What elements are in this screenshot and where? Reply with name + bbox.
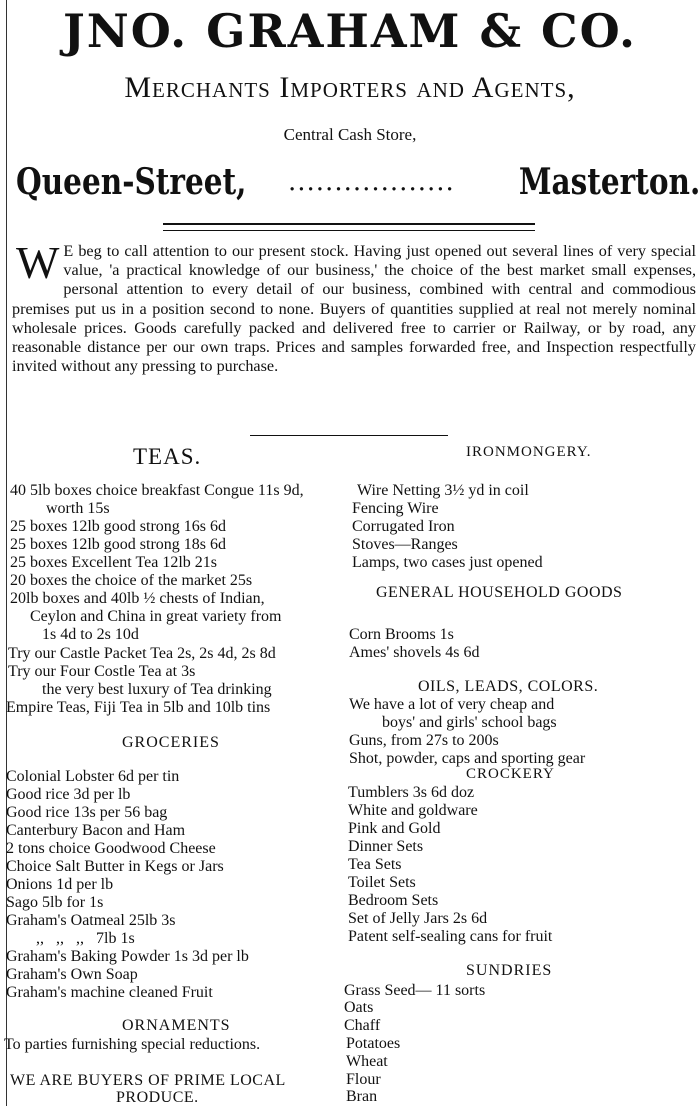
list-item: Choice Salt Butter in Kegs or Jars (6, 858, 224, 875)
list-item: ,, ,, ,, 7lb 1s (36, 930, 135, 947)
list-item: Fencing Wire (352, 500, 439, 517)
drop-cap: W (16, 237, 60, 288)
list-item: White and goldware (348, 802, 478, 819)
list-item: Graham's Baking Powder 1s 3d per lb (6, 948, 249, 965)
intro-paragraph (12, 237, 696, 376)
list-item: Dinner Sets (348, 838, 424, 855)
list-item: 25 boxes 12lb good strong 18s 6d (10, 536, 226, 553)
list-item: Corrugated Iron (352, 518, 455, 535)
section-rule (250, 435, 448, 436)
address-line (16, 158, 700, 206)
buyers-line-1: WE ARE BUYERS OF PRIME LOCAL (10, 1072, 286, 1089)
list-item: Sago 5lb for 1s (6, 894, 104, 911)
list-item: 1s 4d to 2s 10d (42, 626, 139, 643)
list-item: 25 boxes 12lb good strong 16s 6d (10, 518, 226, 535)
list-item: We have a lot of very cheap and (349, 696, 555, 713)
firm-name: JNO. GRAHAM & CO. (62, 4, 638, 58)
oils-heading: OILS, LEADS, COLORS. (418, 678, 599, 695)
list-item: Bedroom Sets (348, 892, 439, 909)
leader-dots: .................. (288, 167, 455, 197)
list-item: Try our Castle Packet Tea 2s, 2s 4d, 2s 8d (8, 645, 276, 662)
sundries-heading: SUNDRIES (466, 962, 553, 979)
list-item: Graham's Own Soap (6, 966, 138, 983)
crockery-heading: CROCKERY (466, 766, 555, 782)
list-item: Wheat (346, 1053, 388, 1070)
list-item: Flour (346, 1071, 381, 1088)
list-item: Ceylon and China in great variety from (30, 608, 282, 625)
list-item: Good rice 13s per 56 bag (6, 804, 168, 821)
double-rule-bottom (163, 230, 535, 231)
list-item: Oats (344, 999, 374, 1016)
list-item: Canterbury Bacon and Ham (6, 822, 186, 839)
list-item: Corn Brooms 1s (349, 626, 454, 643)
buyers-line-2: PRODUCE. (116, 1089, 199, 1106)
firm-subtitle: Merchants Importers and Agents, (124, 71, 576, 104)
ironmongery-heading: IRONMONGERY. (466, 444, 592, 460)
store-name: Central Cash Store, (283, 125, 417, 144)
intro-text: E beg to call attention to our present stock. Having just opened out several lines of very special value, 'a practical knowledge of our business,' the choice of the best market small expenses, personal attention to every detail of our business, combined with central and commodious premises put us in a position second to none. Buyers of quantities supplied at real not merely nominal wholesale prices. Goods carefully packed and delivered free to carrier or Railway, or by road, any reasonable distance per our own traps. Prices and samples forwarded free, and Inspection respectfully invited without any pressing to purchase. (12, 242, 696, 376)
list-item: Wire Netting 3½ yd in coil (357, 482, 529, 499)
list-item: Toilet Sets (348, 874, 416, 891)
list-item: Set of Jelly Jars 2s 6d (348, 910, 488, 927)
list-item: Onions 1d per lb (6, 876, 114, 893)
ornaments-heading: ORNAMENTS (122, 1017, 231, 1034)
list-item: Good rice 3d per lb (6, 786, 131, 803)
list-item: Potatoes (346, 1035, 401, 1052)
list-item: 20 boxes the choice of the market 25s (10, 572, 253, 589)
list-item: Graham's machine cleaned Fruit (6, 984, 213, 1001)
list-item: Grass Seed— 11 sorts (344, 982, 486, 999)
list-item: Shot, powder, caps and sporting gear (349, 750, 586, 767)
list-item: 25 boxes Excellent Tea 12lb 21s (10, 554, 217, 571)
column-rule (6, 0, 7, 1106)
list-item: Try our Four Costle Tea at 3s (8, 663, 196, 680)
list-item: Tea Sets (348, 856, 402, 873)
list-item: Guns, from 27s to 200s (349, 732, 499, 749)
street-name: Queen-Street, (16, 161, 247, 203)
list-item: Lamps, two cases just opened (352, 554, 543, 571)
list-item: 20lb boxes and 40lb ½ chests of Indian, (10, 590, 265, 607)
list-item: Chaff (344, 1017, 381, 1034)
list-item: Bran (346, 1088, 378, 1105)
list-item: boys' and girls' school bags (382, 714, 557, 731)
ornaments-text: To parties furnishing special reductions. (4, 1036, 261, 1053)
list-item: Tumblers 3s 6d doz (348, 784, 475, 801)
groceries-heading: GROCERIES (122, 734, 220, 751)
list-item: worth 15s (46, 500, 110, 517)
household-heading: GENERAL HOUSEHOLD GOODS (376, 584, 623, 601)
list-item: the very best luxury of Tea drinking (42, 681, 272, 698)
list-item: Pink and Gold (348, 820, 441, 837)
teas-heading: TEAS. (133, 444, 202, 469)
list-item: Colonial Lobster 6d per tin (6, 768, 180, 785)
list-item: Stoves—Ranges (352, 536, 458, 553)
list-item: Graham's Oatmeal 25lb 3s (6, 912, 176, 929)
list-item: Empire Teas, Fiji Tea in 5lb and 10lb tins (6, 699, 271, 716)
town-name: Masterton. (518, 161, 700, 203)
list-item: Ames' shovels 4s 6d (349, 644, 480, 661)
list-item: 40 5lb boxes choice breakfast Congue 11s 9d, (10, 482, 304, 499)
list-item: Patent self-sealing cans for fruit (348, 928, 553, 945)
list-item: 2 tons choice Goodwood Cheese (6, 840, 216, 857)
double-rule-top (163, 223, 535, 225)
